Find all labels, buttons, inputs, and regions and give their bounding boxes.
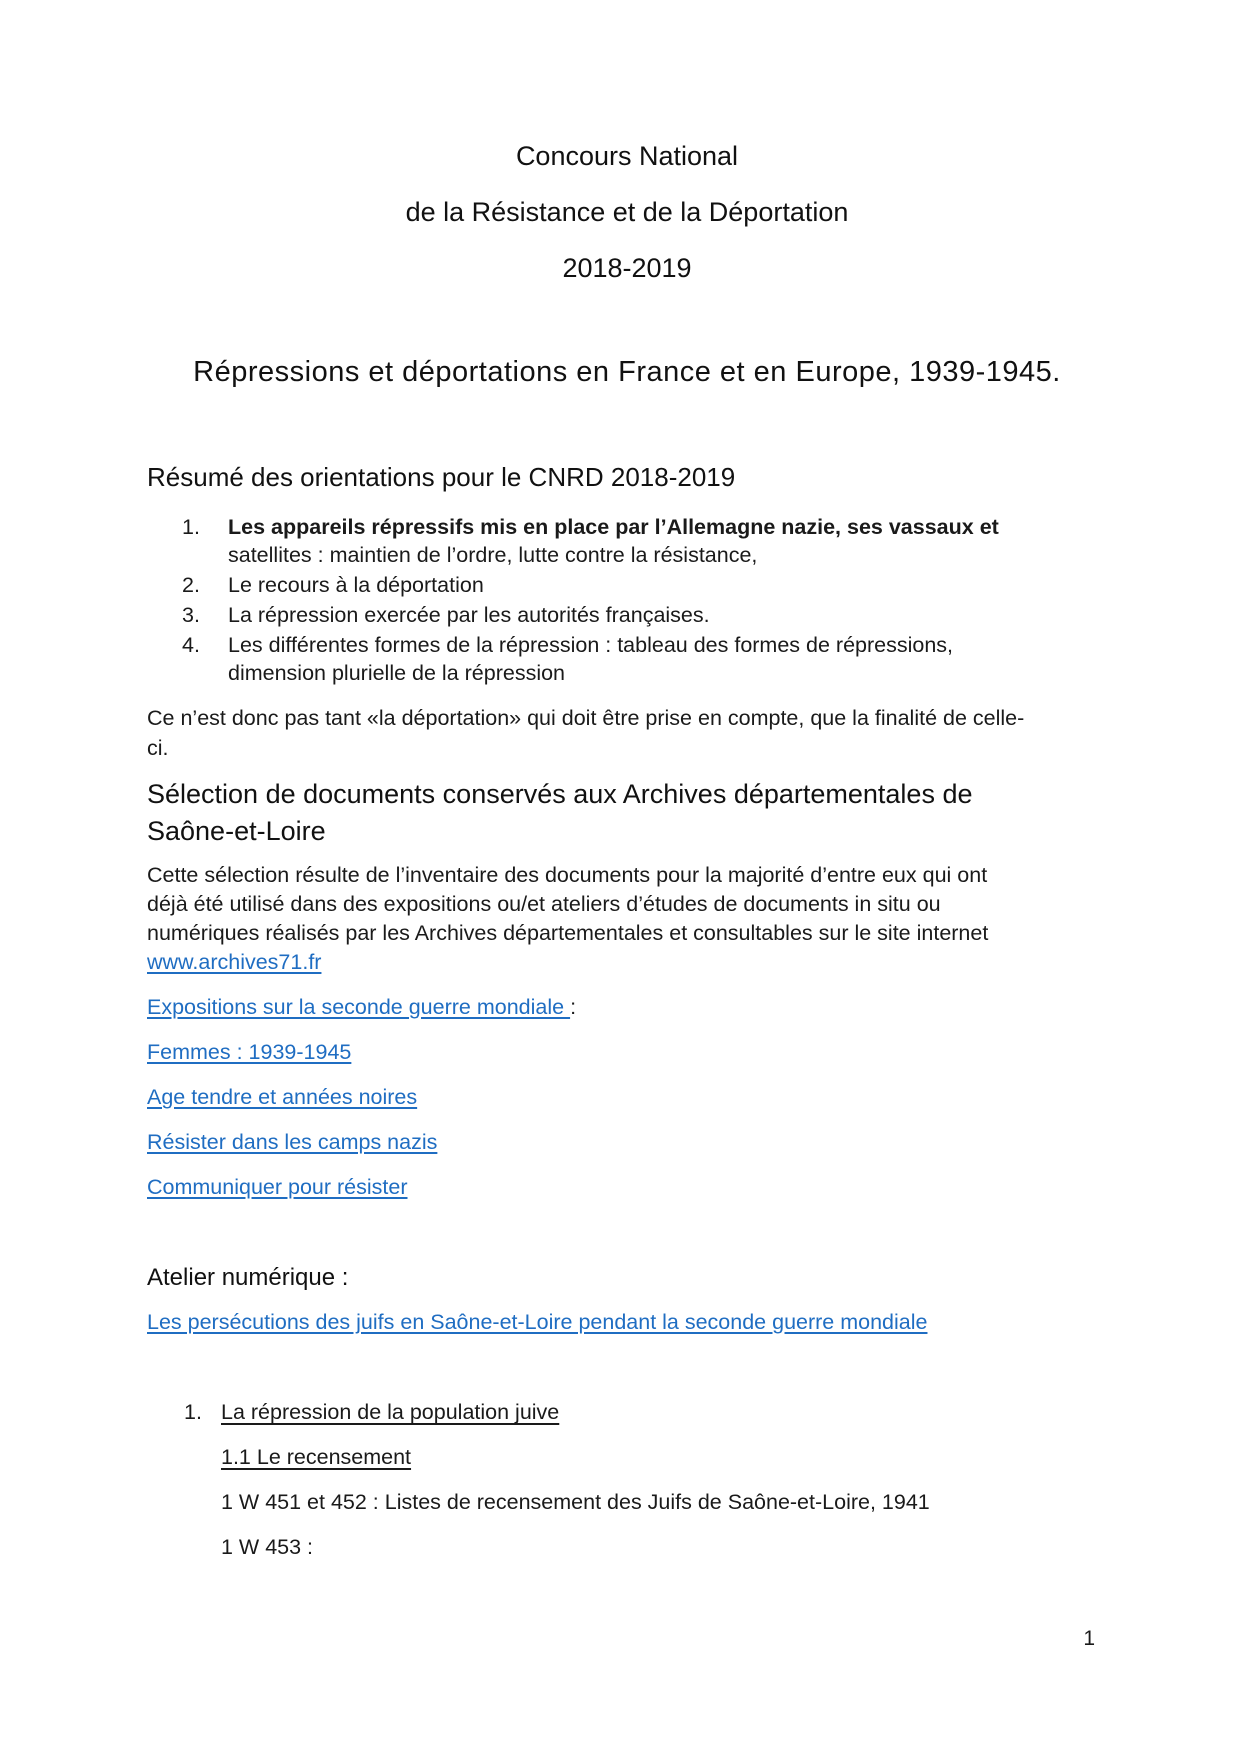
expositions-heading-line xyxy=(147,993,1107,1022)
title-line-3: 2018-2019 xyxy=(562,253,692,283)
orientations-list xyxy=(147,513,1107,687)
archives71-website-link[interactable]: www.archives71.fr xyxy=(147,950,322,974)
selection-heading-line-2: Saône-et-Loire xyxy=(147,816,326,846)
repression-item xyxy=(147,1398,1107,1427)
intro-line-1: Cette sélection résulte de l’inventaire des documents pour la majorité d’entre eux qui ont xyxy=(147,863,988,887)
list-item-4-text-line2: dimension plurielle de la répression xyxy=(228,661,566,685)
recensement-subsection-row xyxy=(147,1443,1107,1472)
note-line-1: Ce n’est donc pas tant «la déportation» qui doit être prise en compte, que la finalité de celle- xyxy=(147,706,1025,730)
expositions-link[interactable]: Expositions sur la seconde guerre mondiale xyxy=(147,995,571,1019)
exposition-link-row-communiquer xyxy=(147,1173,1107,1202)
expositions-colon: : xyxy=(570,995,577,1019)
exposition-link-row-age-tendre xyxy=(147,1083,1107,1112)
intro-line-3: numériques réalisés par les Archives départementales et consultables sur le site internet xyxy=(147,921,989,945)
exposition-link-row-femmes xyxy=(147,1038,1107,1067)
list-item-2-text: Le recours à la déportation xyxy=(228,573,484,597)
exposition-link-resister-camps[interactable]: Résister dans les camps nazis xyxy=(147,1130,438,1154)
list-item-1-text-line2: satellites : maintien de l’ordre, lutte contre la résistance, xyxy=(228,543,758,567)
title-line-1: Concours National xyxy=(515,141,739,171)
note-line-2: ci. xyxy=(147,736,169,760)
list-item-3-number: 3. xyxy=(182,603,200,627)
exposition-link-row-resister xyxy=(147,1128,1107,1157)
title-line-2: de la Résistance et de la Déportation xyxy=(405,197,849,227)
page-number: 1 xyxy=(1083,1627,1095,1650)
repression-item-number: 1. xyxy=(184,1400,202,1424)
exposition-link-age-tendre[interactable]: Age tendre et années noires xyxy=(147,1085,418,1109)
page-content xyxy=(147,0,1107,1562)
list-item-3 xyxy=(147,601,1107,629)
persecutions-juifs-link[interactable]: Les persécutions des juifs en Saône-et-Loire pendant la seconde guerre mondiale xyxy=(147,1310,928,1334)
note-paragraph xyxy=(147,703,1107,763)
theme-heading: Répressions et déportations en France et en Europe, 1939-1945. xyxy=(193,356,1061,388)
list-item-4-text-line1: Les différentes formes de la répression : tableau des formes de répressions, xyxy=(228,633,954,657)
cote-line-1: 1 W 451 et 452 : Listes de recensement des Juifs de Saône-et-Loire, 1941 xyxy=(221,1490,930,1514)
atelier-numerique-heading: Atelier numérique : xyxy=(147,1264,349,1291)
list-item-4 xyxy=(147,631,1107,687)
list-item-2 xyxy=(147,571,1107,599)
resume-orientations-heading: Résumé des orientations pour le CNRD 2018-2019 xyxy=(147,462,736,492)
intro-line-2: déjà été utilisé dans des expositions ou/et ateliers d’études de documents in situ ou xyxy=(147,892,941,916)
repression-item-title: La répression de la population juive xyxy=(221,1400,560,1424)
list-item-2-number: 2. xyxy=(182,573,200,597)
list-item-3-text: La répression exercée par les autorités françaises. xyxy=(228,603,710,627)
recensement-subsection-title: 1.1 Le recensement xyxy=(221,1445,412,1469)
list-item-1-number: 1. xyxy=(182,515,200,539)
persecutions-link-row xyxy=(147,1308,1107,1337)
cote-line-2: 1 W 453 : xyxy=(221,1535,314,1559)
list-item-1-bold-text: Les appareils répressifs mis en place par l’Allemagne nazie, ses vassaux et xyxy=(228,515,999,539)
exposition-link-femmes[interactable]: Femmes : 1939-1945 xyxy=(147,1040,352,1064)
selection-heading-line-1: Sélection de documents conservés aux Archives départementales de xyxy=(147,779,973,809)
selection-heading xyxy=(147,776,1107,850)
list-item-4-number: 4. xyxy=(182,633,200,657)
list-item-1 xyxy=(147,513,1107,569)
exposition-link-communiquer[interactable]: Communiquer pour résister xyxy=(147,1175,408,1199)
intro-paragraph xyxy=(147,861,1107,977)
